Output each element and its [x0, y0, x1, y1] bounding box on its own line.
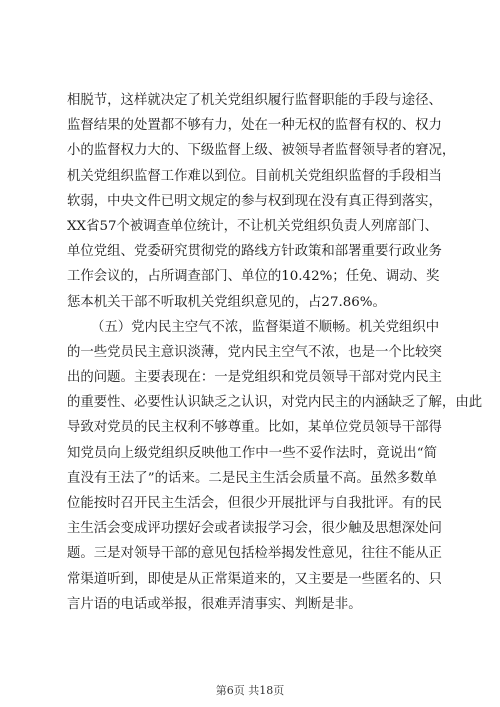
page-number-footer: 第6页 共18页: [215, 684, 285, 697]
text-line: 工作会议的，占所调查部门、单位的10.42%；任免、调动、奖: [67, 269, 440, 285]
text-line: 单位党组、党委研究贯彻党的路线方针政策和部署重要行政业务: [67, 244, 442, 260]
text-line: 题。三是对领导干部的意见包括检举揭发性意见，往往不能从正: [67, 546, 442, 562]
text-line: 小的监督权力大的、下级监督上级、被领导者监督领导者的窘况，: [67, 143, 456, 159]
text-line: 导致对党员的民主权利不够尊重。比如，某单位党员领导干部得: [67, 420, 442, 436]
text-line: 的重要性、必要性认识缺乏之认识，对党内民主的内涵缺乏了解，由此: [67, 395, 483, 411]
text-line: 出的问题。主要表现在：一是党组织和党员领导干部对党内民主: [67, 370, 442, 386]
text-line: 惩本机关干部不听取机关党组织意见的，占27.86%。: [67, 294, 386, 310]
text-line: 的一些党员民主意识淡薄，党内民主空气不浓，也是一个比较突: [67, 344, 442, 360]
text-line: XX省57个被调查单位统计，不让机关党组织负责人列席部门、: [67, 218, 438, 234]
body-text: [67, 88, 483, 617]
text-line: 软弱，中央文件已明文规定的参与权到现在没有真正得到落实，: [67, 193, 442, 209]
text-line: 监督结果的处置都不够有力，处在一种无权的监督有权的、权力: [67, 118, 442, 134]
section-heading-line: （五）党内民主空气不浓，监督渠道不顺畅。机关党组织中: [91, 319, 440, 335]
text-line: 位能按时召开民主生活会，但很少开展批评与自我批评。有的民: [67, 496, 442, 511]
text-line: 相脱节，这样就决定了机关党组织履行监督职能的手段与途径、: [67, 93, 442, 108]
text-line: 直没有王法了”的话来。二是民主生活会质量不高。虽然多数单: [67, 470, 437, 486]
text-line: 机关党组织监督工作难以到位。目前机关党组织监督的手段相当: [67, 168, 442, 184]
text-line: 常渠道听到，即使是从正常渠道来的，又主要是一些匿名的、只: [67, 571, 442, 587]
text-line: 言片语的电话或举报，很难弄清事实、判断是非。: [67, 596, 362, 612]
text-line: 主生活会变成评功摆好会或者读报学习会，很少触及思想深处问: [67, 521, 442, 537]
text-line: 知党员向上级党组织反映他工作中一些不妥作法时，竟说出“简: [67, 445, 437, 461]
